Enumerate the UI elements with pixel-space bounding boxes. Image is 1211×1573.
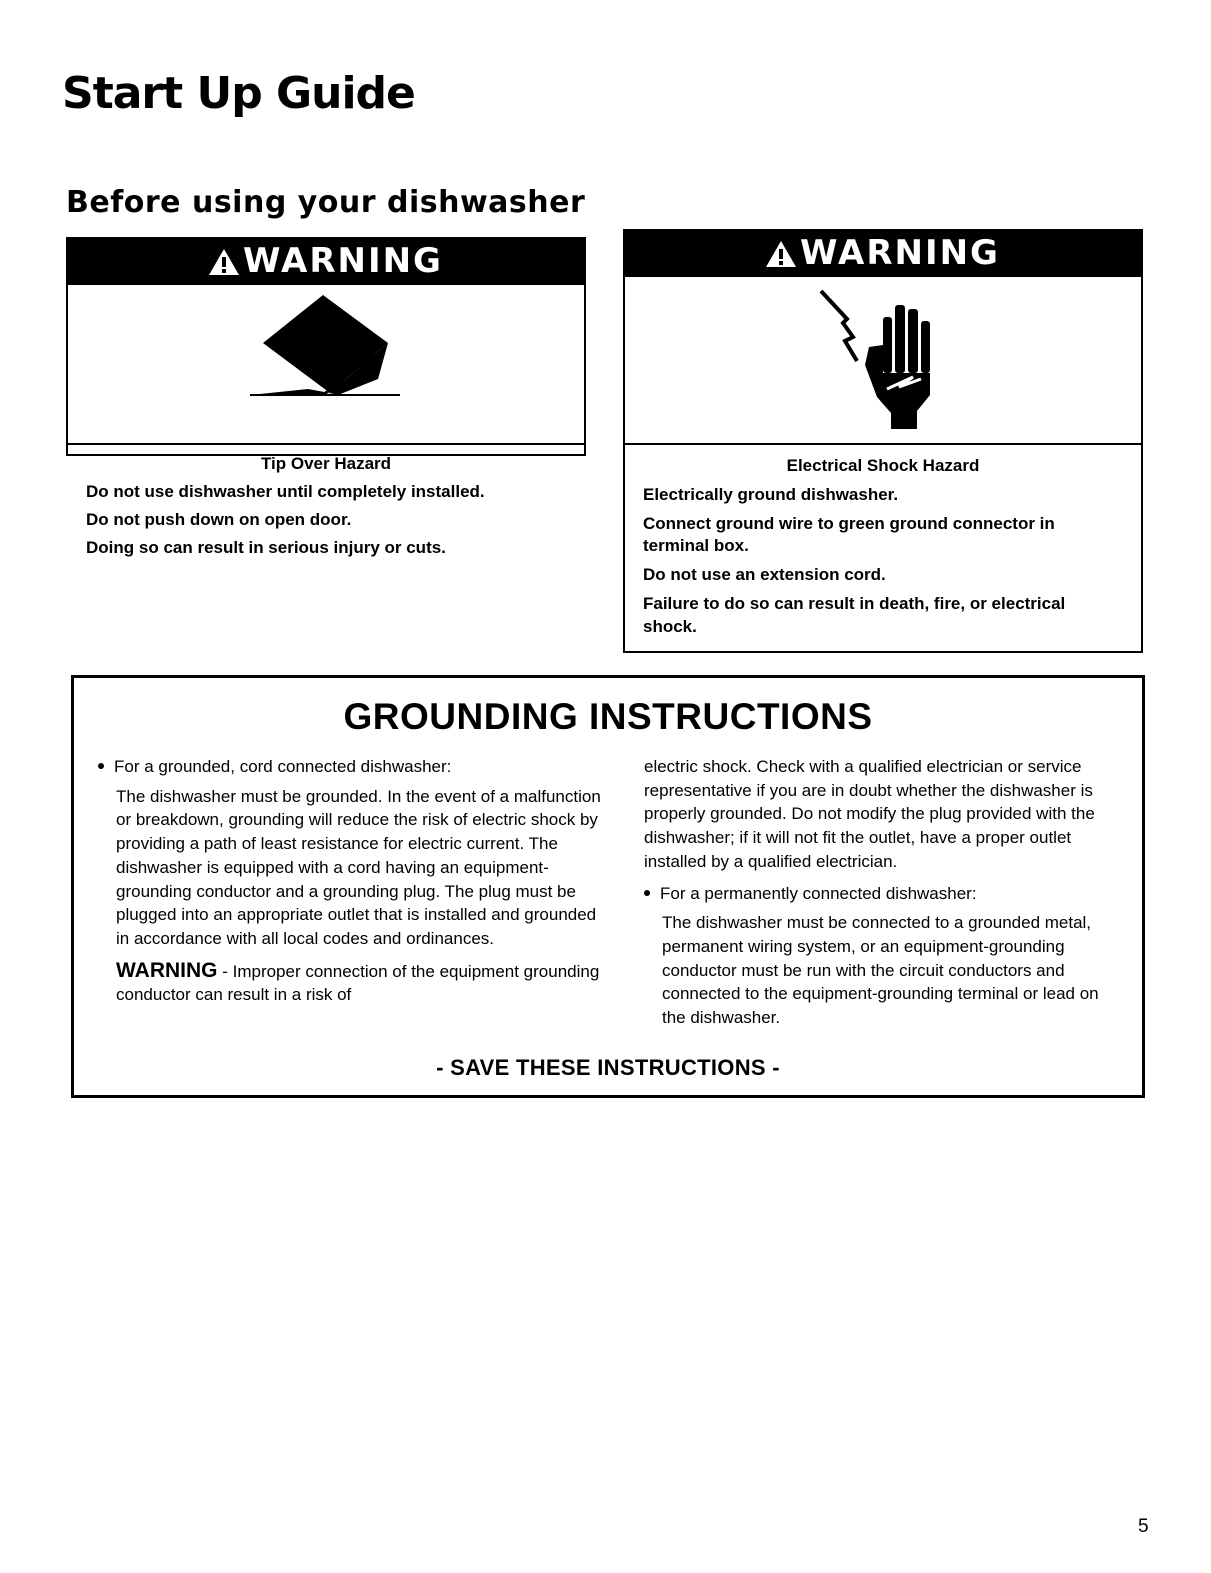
warning-line: Doing so can result in serious injury or cuts. bbox=[86, 538, 446, 558]
hazard-title: Electrical Shock Hazard bbox=[786, 456, 980, 475]
bullet-item bbox=[94, 755, 604, 779]
bullet-item bbox=[640, 882, 1120, 906]
warning-label: WARNING bbox=[800, 233, 1000, 273]
electrical-shock-warning-box bbox=[623, 229, 1143, 653]
warning-line: Do not push down on open door. bbox=[86, 510, 352, 530]
bullet-heading: For a grounded, cord connected dishwasher: bbox=[114, 757, 452, 776]
grounding-left-column bbox=[94, 755, 604, 1015]
bullet-icon bbox=[98, 763, 104, 769]
hazard-title: Tip Over Hazard bbox=[260, 454, 392, 473]
warning-line: Failure to do so can result in death, fire, or electrical shock. bbox=[643, 594, 1066, 636]
bullet-icon bbox=[644, 890, 650, 896]
grounding-instructions-box bbox=[71, 675, 1145, 1098]
tip-over-warning-box bbox=[66, 237, 586, 558]
warning-body: - Improper connection of the equipment grounding conductor can result in a risk of bbox=[116, 961, 600, 1005]
bullet-heading: For a permanently connected dishwasher: bbox=[660, 883, 977, 903]
save-instructions-line: - SAVE THESE INSTRUCTIONS - bbox=[436, 1055, 780, 1080]
tip-over-icon bbox=[68, 285, 584, 445]
page-title: Start Up Guide bbox=[62, 68, 415, 119]
grounding-right-column bbox=[640, 755, 1120, 1038]
grounding-paragraph: electric shock. Check with a qualified electrician or service representative if you are in doubt whether the dishwasher is properly grounded. Do not modify the plug provided with the dishwasher; if it will not fit the outlet, have a proper outlet installed by a qualified electrician. bbox=[644, 757, 1095, 871]
warning-line: Do not use dishwasher until completely installed. bbox=[86, 482, 485, 502]
grounding-warning-paragraph bbox=[94, 959, 604, 1007]
warning-header bbox=[66, 237, 584, 285]
section-title: Before using your dishwasher bbox=[66, 185, 586, 220]
warning-line: Electrically ground dishwasher. bbox=[643, 485, 899, 505]
warning-word: WARNING bbox=[116, 958, 218, 982]
grounding-title: GROUNDING INSTRUCTIONS bbox=[343, 696, 873, 737]
grounding-paragraph: The dishwasher must be grounded. In the event of a malfunction or breakdown, grounding will reduce the risk of electric shock by providing a path of least resistance for electric current. The dishwasher is equipped with a cord having an equipment-grounding conductor and a grounding plug. The plug must be plugged into an appropriate outlet that is installed and grounded in accordance with all local codes and ordinances. bbox=[116, 786, 601, 948]
warning-label: WARNING bbox=[243, 241, 443, 281]
warning-line: Connect ground wire to green ground connector in terminal box. bbox=[643, 514, 1055, 556]
warning-line: Do not use an extension cord. bbox=[643, 565, 886, 585]
alert-triangle-icon bbox=[207, 247, 241, 277]
page-number: 5 bbox=[1138, 1516, 1149, 1537]
grounding-paragraph: The dishwasher must be connected to a grounded metal, permanent wiring system, or an equipment-grounding conductor must be run with the circuit conductors and connected to the equipment-grounding terminal or lead on the dishwasher. bbox=[662, 913, 1099, 1028]
warning-header bbox=[623, 229, 1141, 277]
alert-triangle-icon bbox=[764, 239, 798, 269]
electric-shock-icon bbox=[625, 277, 1141, 445]
